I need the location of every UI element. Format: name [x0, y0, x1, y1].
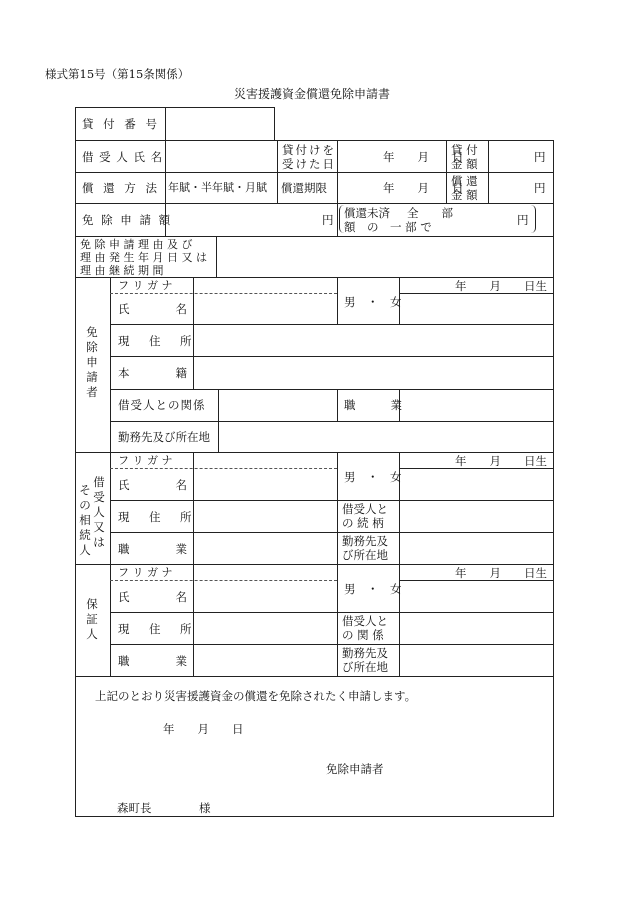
guarantor-workplace-label-2: び所在地	[342, 660, 388, 674]
exemption-amount-yen: 円	[322, 213, 334, 227]
guarantor-birth: 年 月 日生	[455, 566, 547, 580]
applicant-furigana-label: フ リ ガ ナ	[118, 279, 173, 292]
loan-amount-yen: 円	[534, 150, 546, 164]
application-statement: 上記のとおり災害援護資金の償還を免除されたく申請します。	[95, 689, 417, 703]
guarantor-section-label: 保証人	[86, 597, 98, 641]
heir-section-label-1: 借受人又は	[93, 475, 105, 549]
guarantor-workplace-label-1: 勤務先及	[342, 646, 388, 660]
redeemed-amount-yen: 円	[534, 181, 546, 195]
heir-birth: 年 月 日生	[455, 454, 547, 468]
loan-amount-label-2: 金 額	[451, 157, 478, 171]
guarantor-sex: 男 ・ 女	[344, 582, 402, 596]
heir-name-label: 氏 名	[118, 478, 187, 492]
addressee-mayor: 森町長	[117, 801, 152, 815]
applicant-signature-label: 免除申請者	[326, 762, 384, 776]
applicant-relation-label: 借受人との関係	[118, 398, 206, 412]
applicant-job-label: 職 業	[344, 398, 406, 412]
redeemed-amount-label-1: 償 還	[451, 174, 478, 188]
applicant-sex: 男 ・ 女	[344, 295, 402, 309]
heir-sex: 男 ・ 女	[344, 470, 402, 484]
applicant-domicile-label: 本 籍	[118, 366, 187, 380]
heir-section-label-2: その相続人	[79, 483, 91, 557]
guarantor-relation-label-1: 借受人と	[342, 614, 388, 628]
exemption-amount-label: 免 除 申 請 額	[82, 213, 173, 227]
borrower-name-label: 借 受 人 氏 名	[82, 150, 164, 164]
heir-workplace-label-2: び所在地	[342, 548, 388, 562]
guarantor-job-label: 職 業	[118, 654, 187, 668]
heir-relation-label-1: 借受人と	[342, 502, 388, 516]
loan-amount-label-1: 貸 付	[451, 143, 478, 157]
heir-workplace-label-1: 勤務先及	[342, 534, 388, 548]
unpaid-label-1: 償還未済	[344, 206, 390, 220]
application-date: 年 月 日	[163, 722, 244, 736]
reason-label-2: 理 由 発 生 年 月 日 又 は	[80, 251, 207, 264]
redeemed-amount-label-2: 金 額	[451, 188, 478, 202]
addressee-honorific: 様	[199, 801, 211, 815]
guarantor-relation-label-2: の 関 係	[342, 628, 384, 642]
heir-job-label: 職 業	[118, 542, 187, 556]
form-number: 様式第15号（第15条関係）	[45, 67, 190, 81]
unpaid-all: 全 部	[407, 206, 453, 220]
loan-date-label-2: 受けた日	[282, 157, 336, 171]
repayment-deadline-label: 償還期限	[281, 181, 327, 195]
repayment-method-value: 年賦・半年賦・月賦	[168, 181, 267, 194]
loan-date-label-1: 貸付けを	[282, 143, 336, 157]
applicant-workplace-label: 勤務先及び所在地	[118, 430, 210, 444]
heir-furigana-label: フ リ ガ ナ	[118, 454, 173, 467]
applicant-name-label: 氏 名	[118, 302, 187, 316]
unpaid-label-2: 額 の 一 部 で	[344, 220, 432, 234]
repayment-method-label: 償 還 方 法	[82, 181, 160, 195]
loan-number-label: 貸 付 番 号	[82, 117, 160, 131]
guarantor-furigana-label: フ リ ガ ナ	[118, 566, 173, 579]
loan-date-value: 年 月 日	[383, 150, 464, 164]
heir-address-label: 現 住 所	[118, 510, 196, 524]
applicant-address-label: 現 住 所	[118, 334, 196, 348]
form-title: 災害援護資金償還免除申請書	[234, 87, 391, 101]
reason-label-3: 理 由 継 続 期 間	[80, 264, 164, 277]
repayment-deadline-value: 年 月 日	[383, 181, 464, 195]
unpaid-yen: 円	[517, 213, 529, 227]
reason-label-1: 免 除 申 請 理 由 及 び	[80, 238, 193, 251]
guarantor-name-label: 氏 名	[118, 590, 187, 604]
heir-relation-label-2: の 続 柄	[342, 516, 384, 530]
applicant-birth: 年 月 日生	[455, 279, 547, 293]
applicant-section-label: 免除申請者	[86, 325, 98, 399]
guarantor-address-label: 現 住 所	[118, 622, 196, 636]
